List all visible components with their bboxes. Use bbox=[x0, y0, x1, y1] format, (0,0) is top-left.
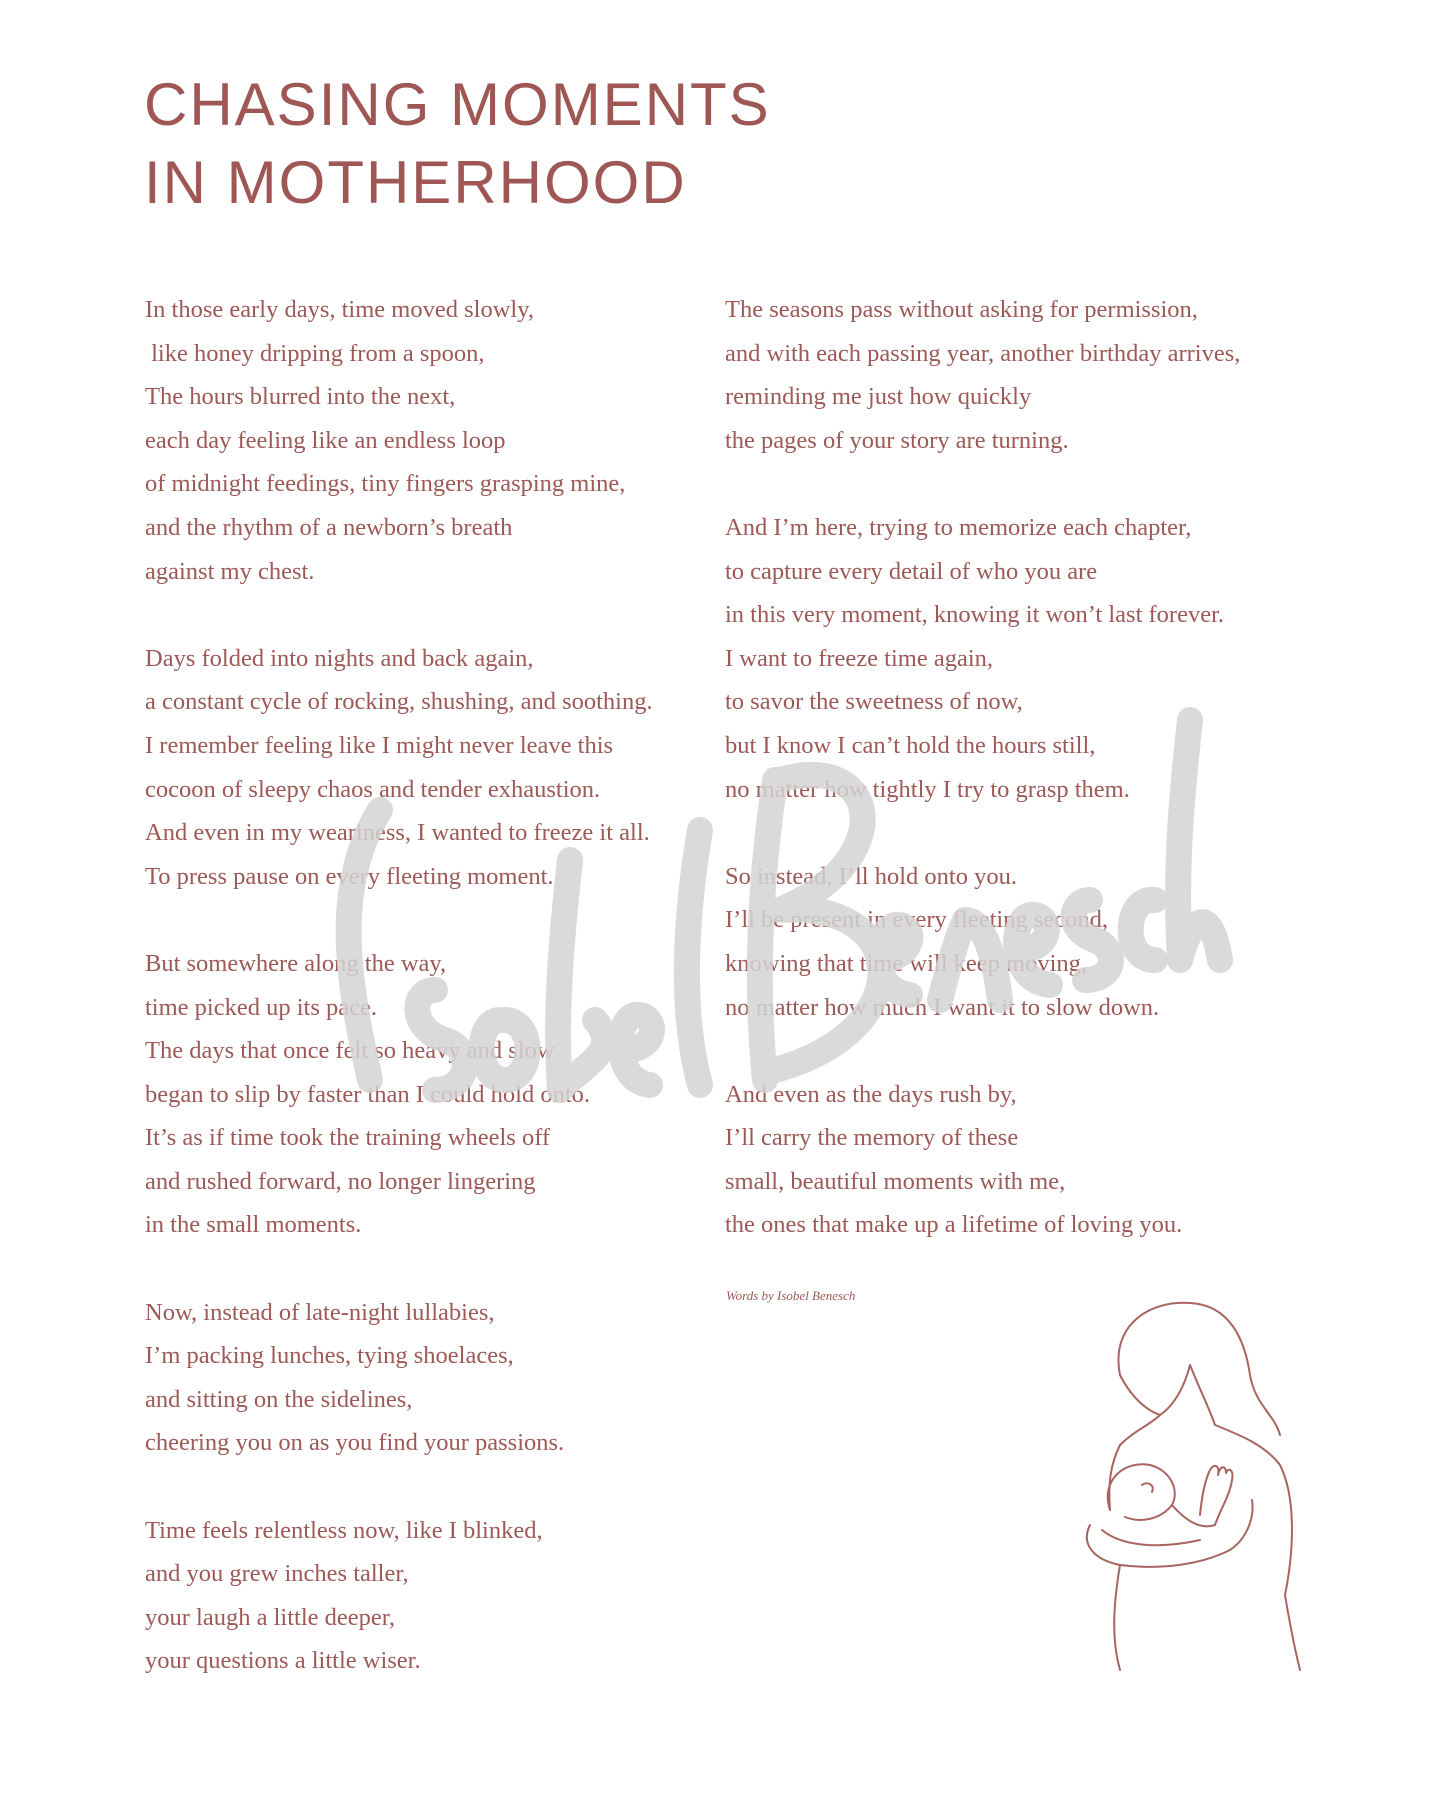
poem-line: So instead, I’ll hold onto you. bbox=[725, 862, 1017, 890]
poem-line: of midnight feedings, tiny fingers grasping mine, bbox=[145, 470, 626, 498]
poem-stanza bbox=[725, 288, 1325, 462]
poem-line: reminding me just how quickly bbox=[725, 383, 1032, 411]
poem-stanza bbox=[145, 942, 715, 1247]
title-line-1: CHASING MOMENTS bbox=[144, 71, 771, 138]
poem-stanza bbox=[145, 637, 715, 899]
poem-left-column bbox=[145, 288, 715, 1727]
poem-stanza bbox=[145, 288, 715, 593]
poem-line: to capture every detail of who you are bbox=[725, 557, 1098, 585]
poem-line: and rushed forward, no longer lingering bbox=[145, 1167, 536, 1195]
poem-line: Days folded into nights and back again, bbox=[145, 644, 534, 672]
poem-line: And even in my weariness, I wanted to freeze it all. bbox=[145, 819, 650, 847]
poem-line: no matter how much I want it to slow down. bbox=[725, 993, 1160, 1021]
title-line-2: IN MOTHERHOOD bbox=[144, 149, 687, 216]
poem-line: The seasons pass without asking for permission, bbox=[725, 296, 1198, 323]
poem-line: your laugh a little deeper, bbox=[145, 1603, 396, 1631]
poem-line: cocoon of sleepy chaos and tender exhaustion. bbox=[145, 775, 601, 803]
poem-line: The days that once felt so heavy and slow bbox=[145, 1037, 555, 1065]
poem-line: I’ll carry the memory of these bbox=[725, 1124, 1019, 1152]
poem-line: to savor the sweetness of now, bbox=[725, 688, 1023, 716]
poem-line: like honey dripping from a spoon, bbox=[145, 339, 485, 367]
poem-line: And even as the days rush by, bbox=[725, 1080, 1017, 1108]
poem-line: And I’m here, trying to memorize each chapter, bbox=[725, 513, 1192, 541]
poem-line: and sitting on the sidelines, bbox=[145, 1385, 413, 1413]
poem-stanza bbox=[145, 1509, 715, 1683]
poem-stanza bbox=[725, 1073, 1325, 1247]
poem-line: the pages of your story are turning. bbox=[725, 426, 1069, 454]
poem-stanza bbox=[145, 1291, 715, 1465]
poem-line: and you grew inches taller, bbox=[145, 1560, 409, 1588]
poem-line: your questions a little wiser. bbox=[145, 1647, 421, 1675]
poem-line: in this very moment, knowing it won’t last forever. bbox=[725, 601, 1225, 629]
poem-line: Now, instead of late-night lullabies, bbox=[145, 1298, 495, 1326]
poem-stanza bbox=[725, 506, 1325, 811]
poem-line: It’s as if time took the training wheels off bbox=[145, 1124, 551, 1152]
poem-line: began to slip by faster than I could hold onto. bbox=[145, 1080, 590, 1108]
poem-title bbox=[144, 66, 771, 222]
mother-holding-baby-line-art-icon bbox=[1080, 1295, 1320, 1675]
poem-line: each day feeling like an endless loop bbox=[145, 426, 506, 454]
poem-line: To press pause on every fleeting moment. bbox=[145, 862, 554, 890]
author-credit: Words by Isobel Benesch bbox=[726, 1288, 856, 1303]
poem-stanza bbox=[725, 855, 1325, 1029]
poem-line: I’m packing lunches, tying shoelaces, bbox=[145, 1342, 514, 1370]
poem-line: In those early days, time moved slowly, bbox=[145, 296, 534, 323]
poem-line: small, beautiful moments with me, bbox=[725, 1167, 1066, 1195]
poem-line: and with each passing year, another birthday arrives, bbox=[725, 339, 1241, 367]
poem-line: knowing that time will keep moving, bbox=[725, 949, 1088, 977]
poem-line: time picked up its pace. bbox=[145, 993, 377, 1021]
poem-line: in the small moments. bbox=[145, 1211, 362, 1239]
poem-line: a constant cycle of rocking, shushing, and soothing. bbox=[145, 688, 653, 716]
poem-line: but I know I can’t hold the hours still, bbox=[725, 731, 1096, 759]
poem-line: against my chest. bbox=[145, 557, 315, 585]
poem-line: I’ll be present in every fleeting second, bbox=[725, 906, 1109, 934]
poem-line: Time feels relentless now, like I blinked, bbox=[145, 1516, 543, 1544]
poem-line: I want to freeze time again, bbox=[725, 644, 994, 672]
poem-line: I remember feeling like I might never leave this bbox=[145, 731, 614, 759]
poem-line: But somewhere along the way, bbox=[145, 949, 447, 977]
poem-line: cheering you on as you find your passions. bbox=[145, 1429, 565, 1457]
poem-line: and the rhythm of a newborn’s breath bbox=[145, 513, 513, 541]
poem-line: The hours blurred into the next, bbox=[145, 383, 456, 411]
poem-line: the ones that make up a lifetime of loving you. bbox=[725, 1211, 1183, 1239]
poem-right-column bbox=[725, 288, 1325, 1291]
poem-line: no matter how tightly I try to grasp them. bbox=[725, 775, 1130, 803]
